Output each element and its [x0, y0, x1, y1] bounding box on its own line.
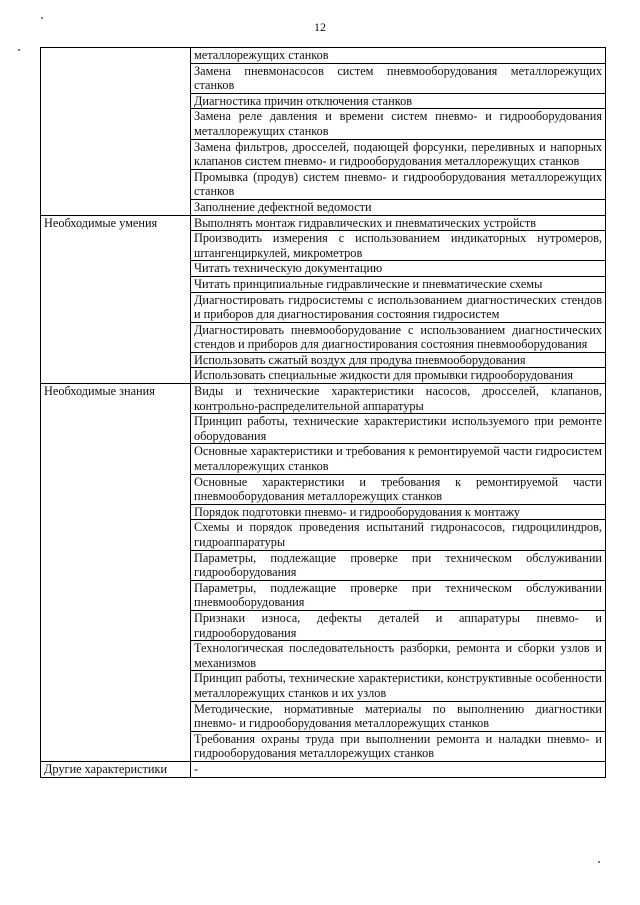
page-number: 12: [314, 20, 326, 34]
table-row: [41, 48, 606, 64]
description-cell: Выполнять монтаж гидравлических и пневматических устройств: [191, 215, 606, 231]
category-cell: Необходимые умения: [41, 215, 191, 384]
requirements-table: [40, 47, 606, 778]
description-cell: Читать техническую документацию: [191, 261, 606, 277]
description-cell: Параметры, подлежащие проверке при техническом обслуживании пневмооборудования: [191, 580, 606, 610]
scan-dot: [41, 17, 43, 19]
description-cell: Использовать сжатый воздух для продува пневмооборудования: [191, 352, 606, 368]
description-cell: Читать принципиальные гидравлические и пневматические схемы: [191, 276, 606, 292]
table-row: [41, 761, 606, 777]
description-cell: Признаки износа, дефекты деталей и аппаратуры пневмо- и гидрооборудования: [191, 610, 606, 640]
description-cell: -: [191, 761, 606, 777]
description-cell: Принцип работы, технические характеристики используемого при ремонте оборудования: [191, 414, 606, 444]
table-body: [41, 48, 606, 778]
description-cell: Технологическая последовательность разборки, ремонта и сборки узлов и механизмов: [191, 641, 606, 671]
description-cell: Схемы и порядок проведения испытаний гидронасосов, гидроцилиндров, гидроаппаратуры: [191, 520, 606, 550]
table-row: [41, 215, 606, 231]
category-cell: [41, 48, 191, 216]
category-cell: Необходимые знания: [41, 384, 191, 762]
description-cell: Использовать специальные жидкости для промывки гидрооборудования: [191, 368, 606, 384]
description-cell: Порядок подготовки пневмо- и гидрооборудования к монтажу: [191, 504, 606, 520]
scan-dot: [598, 861, 600, 863]
description-cell: Промывка (продув) систем пневмо- и гидрооборудования металлорежущих станков: [191, 169, 606, 199]
description-cell: металлорежущих станков: [191, 48, 606, 64]
category-cell: Другие характеристики: [41, 761, 191, 777]
description-cell: Замена фильтров, дросселей, подающей форсунки, переливных и напорных клапанов систем пневмо- и гидрооборудования металлорежущих станков: [191, 139, 606, 169]
description-cell: Диагностика причин отключения станков: [191, 93, 606, 109]
description-cell: Замена пневмонасосов систем пневмооборудования металлорежущих станков: [191, 63, 606, 93]
description-cell: Диагностировать пневмооборудование с использованием диагностических стендов и приборов для диагностирования состояния пневмооборудования: [191, 322, 606, 352]
description-cell: Основные характеристики и требования к ремонтируемой части гидросистем металлорежущих станков: [191, 444, 606, 474]
description-cell: Диагностировать гидросистемы с использованием диагностических стендов и приборов для диагностирования состояния гидросистем: [191, 292, 606, 322]
description-cell: Виды и технические характеристики насосов, дросселей, клапанов, контрольно-распределительной аппаратуры: [191, 384, 606, 414]
scan-dot: [18, 49, 20, 51]
description-cell: Принцип работы, технические характеристики, конструктивные особенности металлорежущих станков и их узлов: [191, 671, 606, 701]
description-cell: Заполнение дефектной ведомости: [191, 199, 606, 215]
description-cell: Методические, нормативные материалы по выполнению диагностики пневмо- и гидрооборудования металлорежущих станков: [191, 701, 606, 731]
description-cell: Производить измерения с использованием индикаторных нутромеров, штангенциркулей, микрометров: [191, 231, 606, 261]
description-cell: Параметры, подлежащие проверке при техническом обслуживании гидрооборудования: [191, 550, 606, 580]
description-cell: Основные характеристики и требования к ремонтируемой части пневмооборудования металлорежущих станков: [191, 474, 606, 504]
description-cell: Замена реле давления и времени систем пневмо- и гидрооборудования металлорежущих станков: [191, 109, 606, 139]
table-row: [41, 384, 606, 414]
description-cell: Требования охраны труда при выполнении ремонта и наладки пневмо- и гидрооборудования металлорежущих станков: [191, 731, 606, 761]
